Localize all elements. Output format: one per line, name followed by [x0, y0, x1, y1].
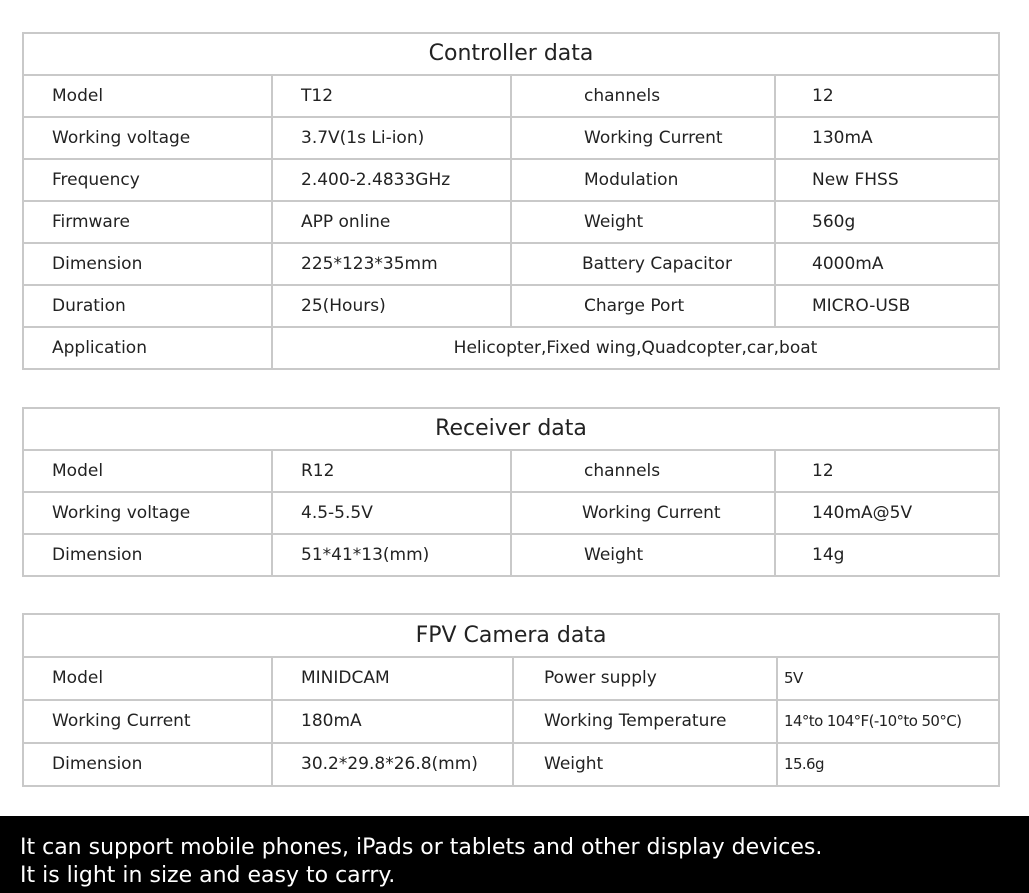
spec-label: Duration: [23, 285, 272, 327]
spec-value: 14°to 104°F(-10°to 50°C): [777, 700, 999, 743]
table-row: [23, 743, 999, 786]
spec-label: Weight: [511, 534, 775, 576]
spec-value: 15.6g: [777, 743, 999, 786]
spec-label: Firmware: [23, 201, 272, 243]
table-row: [23, 117, 999, 159]
spec-label: Model: [23, 75, 272, 117]
spec-value: 4.5-5.5V: [272, 492, 511, 534]
application-label: Application: [23, 327, 272, 369]
controller-table-title: Controller data: [23, 33, 999, 75]
spec-value: 130mA: [775, 117, 999, 159]
table-row: [23, 657, 999, 700]
spec-value: 51*41*13(mm): [272, 534, 511, 576]
spec-label: Model: [23, 450, 272, 492]
spec-value: 25(Hours): [272, 285, 511, 327]
spec-value: 560g: [775, 201, 999, 243]
table-row: [23, 159, 999, 201]
spec-value: T12: [272, 75, 511, 117]
application-value: Helicopter,Fixed wing,Quadcopter,car,boat: [272, 327, 999, 369]
receiver-data-table: [22, 407, 1000, 577]
spec-label: Battery Capacitor: [511, 243, 775, 285]
spec-label: Dimension: [23, 243, 272, 285]
spec-value: MICRO-USB: [775, 285, 999, 327]
spec-label: Working Current: [23, 700, 272, 743]
spec-value: 30.2*29.8*26.8(mm): [272, 743, 513, 786]
table-row: [23, 201, 999, 243]
spec-label: Modulation: [511, 159, 775, 201]
spec-label: channels: [511, 450, 775, 492]
camera-table-title: FPV Camera data: [23, 614, 999, 657]
spec-value: 225*123*35mm: [272, 243, 511, 285]
spec-label: Charge Port: [511, 285, 775, 327]
spec-value: 2.400-2.4833GHz: [272, 159, 511, 201]
receiver-table-title: Receiver data: [23, 408, 999, 450]
table-row: [23, 700, 999, 743]
spec-value: R12: [272, 450, 511, 492]
spec-label: Dimension: [23, 743, 272, 786]
spec-value: New FHSS: [775, 159, 999, 201]
spec-value: 3.7V(1s Li-ion): [272, 117, 511, 159]
spec-label: Power supply: [513, 657, 777, 700]
footer-line-1: It can support mobile phones, iPads or tablets and other display devices.: [20, 835, 823, 860]
spec-value: MINIDCAM: [272, 657, 513, 700]
spec-label: Frequency: [23, 159, 272, 201]
footer-line-2: It is light in size and easy to carry.: [20, 863, 396, 888]
spec-label: channels: [511, 75, 775, 117]
table-row: [23, 450, 999, 492]
table-row: [23, 243, 999, 285]
footer-banner: [0, 816, 1029, 893]
spec-value: 5V: [777, 657, 999, 700]
spec-label: Working Current: [511, 492, 775, 534]
fpv-camera-data-table: [22, 613, 1000, 787]
spec-value: 4000mA: [775, 243, 999, 285]
spec-value: 180mA: [272, 700, 513, 743]
spec-value: 140mA@5V: [775, 492, 999, 534]
spec-value: 12: [775, 450, 999, 492]
spec-value: 12: [775, 75, 999, 117]
table-row: [23, 285, 999, 327]
spec-value: APP online: [272, 201, 511, 243]
spec-label: Model: [23, 657, 272, 700]
spec-label: Dimension: [23, 534, 272, 576]
table-row: [23, 534, 999, 576]
table-row: [23, 492, 999, 534]
spec-label: Working Current: [511, 117, 775, 159]
table-row: [23, 327, 999, 369]
spec-label: Working voltage: [23, 492, 272, 534]
spec-label: Weight: [511, 201, 775, 243]
spec-label: Working Temperature: [513, 700, 777, 743]
table-row: [23, 75, 999, 117]
spec-label: Weight: [513, 743, 777, 786]
controller-data-table: [22, 32, 1000, 370]
spec-value: 14g: [775, 534, 999, 576]
spec-label: Working voltage: [23, 117, 272, 159]
